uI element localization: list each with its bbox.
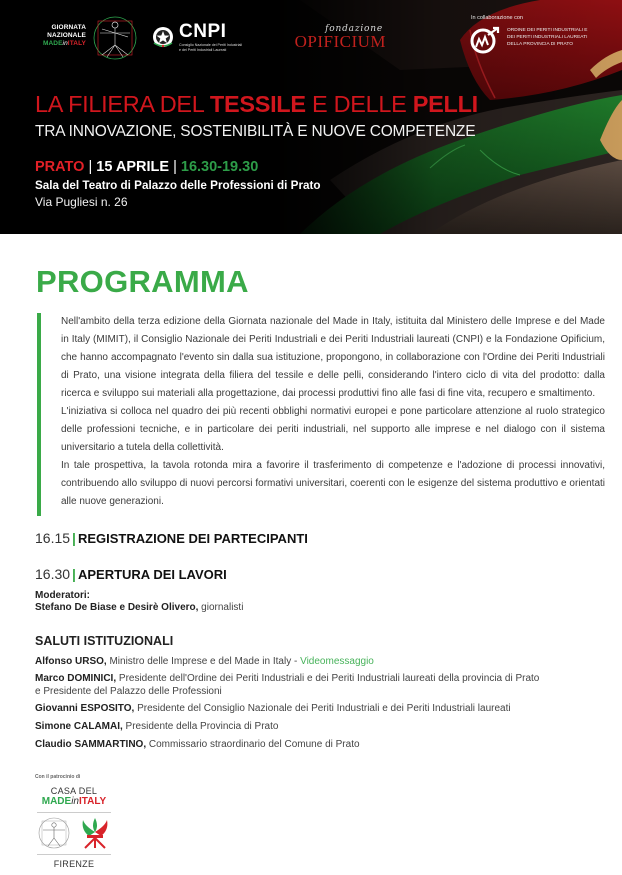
schedule-item-registrazione	[35, 530, 308, 546]
logo-fondazione-opificium: fondazione OPIFICIUM	[294, 24, 386, 51]
divider	[37, 854, 111, 855]
intro-paragraph: Nell'ambito della terza edizione della Giornata nazionale del Made in Italy, istituita dal Ministero delle Imprese e del Made in Italy (MIMIT), il Consiglio Nazionale dei Periti Industriali e dei Periti Industriali laureati (CNPI) e la Fondazione Opificium, che hanno accompagnato l'evento sin dalla sua istituzione, propongono, in collaborazione con l'Ordine dei Periti Industriali di Prato, una visione integrata della filiera del tessile e delle pelli, considerando l'intero ciclo di vita del prodotto: dalla ricerca e sviluppo sui materiali alla progettazione, dai processi produttivi fino alle fasi di fine vita, recupero e smaltimento.	[61, 316, 605, 399]
speaker-item: Giovanni ESPOSITO, Presidente del Consiglio Nazionale dei Periti Industriali e dei Periti Industriali laureati	[35, 703, 511, 714]
patronage-block	[35, 774, 115, 874]
firenze-text: FIRENZE	[53, 859, 95, 869]
speaker-item: Simone CALAMAI, Presidente della Provincia di Prato	[35, 721, 279, 732]
schedule-divider: |	[72, 530, 76, 546]
logo-cnpi: CNPI Consiglio Nazionale dei Periti Industriali e dei Periti Industriali Laureati	[152, 24, 282, 54]
vitruvian-man-icon	[90, 13, 140, 63]
intro-text-block	[37, 313, 605, 516]
made-in-italy-text: MADEinITALY	[41, 796, 107, 807]
event-date-time: PRATO | 15 APRILE | 16.30-19.30	[35, 159, 259, 175]
event-venue: Sala del Teatro di Palazzo delle Professioni di Prato	[35, 179, 321, 192]
divider	[37, 812, 111, 813]
partner-logos	[0, 0, 622, 80]
speaker-item: Marco DOMINICI, Presidente dell'Ordine dei Periti Industriali e dei Periti Industriali laureati della provincia di Prato e Presidente del Palazzo delle Professioni	[35, 673, 540, 697]
saluti-istituzionali-heading: SALUTI ISTITUZIONALI	[35, 634, 174, 648]
intro-paragraph: L'iniziativa si colloca nel quadro dei più recenti obblighi normativi europei e pone particolare attenzione al ruolo strategico delle professioni tecniche, e in particolare dei periti industriali, nel supporto alle imprese e nel dialogo con il sistema universitario a tutela della collettività.	[61, 406, 605, 453]
casa-del-text: CASA DEL	[50, 786, 98, 796]
programma-heading: PROGRAMMA	[36, 264, 249, 299]
logo-ordine-periti-prato: In collaborazione con ORDINE DEI PERITI INDUSTRIALI E DEI PERITI INDUSTRIALI LAUREATI DELLA PROVINCIA DI PRATO	[470, 15, 620, 65]
moderatori-label: Moderatori:	[35, 590, 90, 601]
schedule-label: REGISTRAZIONE DEI PARTECIPANTI	[77, 531, 308, 546]
event-subtitle: TRA INNOVAZIONE, SOSTENIBILITÀ E NUOVE COMPETENZE	[35, 123, 476, 140]
speaker-item: Alfonso URSO, Ministro delle Imprese e del Made in Italy - Videomessaggio	[35, 656, 374, 667]
moderatori-names: Stefano De Biase e Desirè Olivero, giornalisti	[35, 602, 244, 613]
speaker-item: Claudio SAMMARTINO, Commissario straordinario del Comune di Prato	[35, 739, 360, 750]
schedule-time: 16.15	[35, 530, 71, 546]
schedule-divider: |	[72, 566, 76, 582]
vitruvian-man-icon	[37, 816, 71, 850]
giornata-text: GIORNATA NAZIONALE MADEinITALY	[42, 24, 86, 47]
event-title: LA FILIERA DEL TESSILE E DELLE PELLI	[35, 91, 478, 117]
patronage-label: Con il patrocinio di	[35, 774, 81, 780]
schedule-item-apertura	[35, 566, 227, 582]
ordine-emblem-icon	[470, 25, 500, 55]
schedule-label: APERTURA DEI LAVORI	[77, 567, 227, 582]
intro-paragraph: In tale prospettiva, la tavola rotonda mira a favorire il trasferimento di competenze e l'adozione di processi innovativi, contribuendo allo sviluppo di nuovi percorsi formativi universitari, coerenti con le esigenze del sistema produttivo e orientati alle nuove generazioni.	[61, 460, 605, 507]
logo-giornata-made-in-italy	[34, 13, 144, 65]
videomessaggio-note: Videomessaggio	[300, 656, 374, 667]
schedule-time: 16.30	[35, 566, 71, 582]
header-banner	[0, 0, 622, 234]
florence-lily-icon	[79, 816, 111, 850]
italian-republic-emblem-icon	[152, 26, 174, 48]
event-address: Via Pugliesi n. 26	[35, 195, 128, 209]
